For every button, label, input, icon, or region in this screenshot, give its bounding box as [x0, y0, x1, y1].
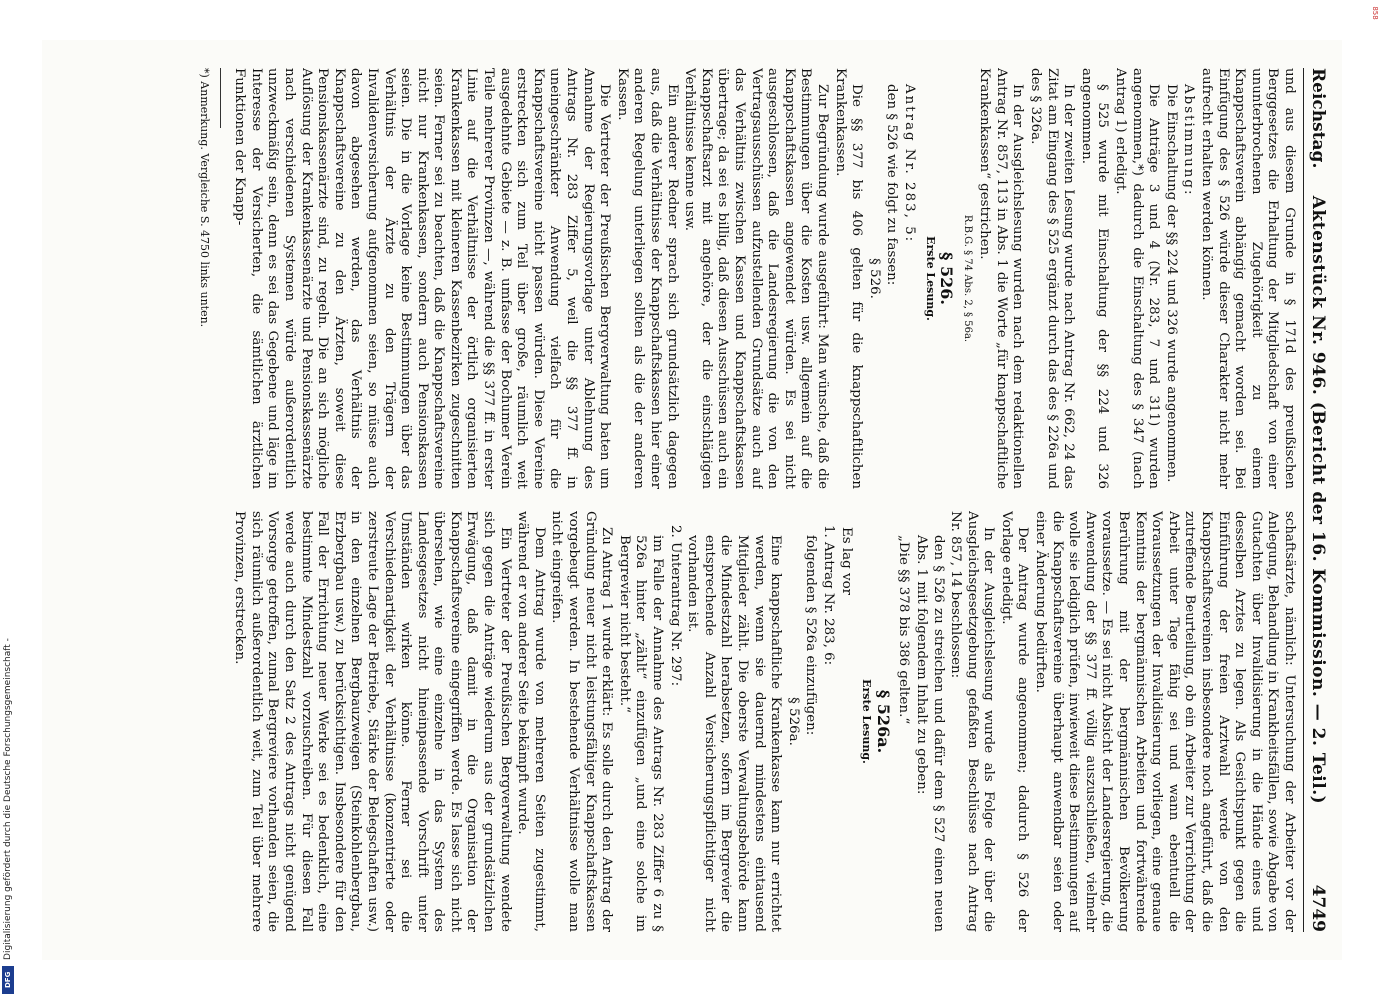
list-item: 2. Unterantrag Nr. 297: [667, 525, 683, 687]
rotated-document-page [42, 40, 1342, 960]
paragraph: § 525 wurde mit Einschaltung der §§ 224 und 326 angenommen. [1078, 68, 1111, 489]
paragraph: § 526a. [785, 697, 801, 746]
paragraph: Eine knappschaftliche Krankenkasse kann nur errichtet werden, wenn sie dauernd mindestens eintausend Mitglieder zählt. Die oberste Verwaltungsbehörde kann die Mindestzahl herabsetzen, sofern im Bergrevier die entsprechende Anzahl Versicherungspflichtiger nicht vorhanden ist. [685, 535, 784, 932]
paragraph: im Falle der Annahme des Antrags Nr. 283 Ziffer 6 zu § 526a hinter „zählt“ einzufügen „und eine solche im Bergrevier nicht besteht.“ [616, 535, 666, 932]
header-left: Reichstag. [1308, 68, 1328, 169]
paragraph: Die Einschaltung der §§ 224 und 326 wurde angenommen. [1163, 84, 1179, 483]
paragraph: Zu Antrag 1 wurde erklärt: Es solle durch den Antrag der Gründung neuer nicht leistungsfähiger Knappschaftskassen vorgebeugt werden. In bestehende Verhältnisse wolle man nicht eingreifen. [549, 511, 615, 932]
paragraph: Zur Begründung wurde ausgeführt: Man wünsche, daß die Bestimmungen über die Kosten usw. allgemein auf die Knappschaftskassen angewendet würden. Es sei nicht ausgeschlossen, daß die Landesregierung die von den Vertragsausschüssen aufzustellenden Grundsätze auch auf das Verhältnis zwischen Kassen und Knappschaftskassen übertrage; da sei es billig, daß diesen Ausschüssen auch ein Knappschaftsarzt mit angehöre, der die einschlägigen Verhältnisse kenne usw. [682, 68, 830, 489]
digitization-note [3, 604, 13, 994]
paragraph: Der Antrag wurde angenommen; dadurch § 526 der Vorlage erledigt. [998, 511, 1031, 932]
paragraph: Ein anderer Redner sprach sich grundsätzlich dagegen aus, daß die Verhältnisse der Knappschaftskassen hier einer anderen Regelung unterliegen sollten als die der anderen Kassen. [614, 68, 680, 489]
corner-stamp [1370, 2, 1380, 24]
paragraph: Ein Vertreter der Preußischen Bergverwaltung wendete sich gegen die Anträge wiederum aus der grundsätzlichen Erwägung, daß damit in die Organisation der Knappschaftsvereine eingegriffen werde. Es lasse sich nicht übersehen, wie eine einzelne in das System des Landesgesetzes nicht hineinpassende Vorschrift unter Umständen wirken könne. Ferner sei die Verschiedenartigkeit der Verhältnisse (konzentrierte oder zerstreute Lage der Betriebe, Stärke der Belegschaften usw.) in den einzelnen Bergbauzweigen (Steinkohlenbergbau, Erzbergbau usw.) zu berücksichtigen. Insbesondere für den Fall der Errichtung neuer Werke sei es bedenklich, eine bestimmte Mindestzahl vorzuschreiben. Für diesen Fall werde auch durch den Satz 2 des Antrags nicht genügend Vorsorge getroffen, zumal Bergreviere vorhanden seien, die sich räumlich außerordentlich weit, zum Teil über mehrere Provinzen, erstrecken. [232, 511, 513, 932]
header-title: Aktenstück Nr. 946. (Bericht der 16. Kommission. — 2. Teil.) [1308, 195, 1328, 805]
digitization-note-text: Digitalisierung gefördert durch die Deutsche Forschungsgemeinschaft - [3, 638, 13, 960]
reading-label: Erste Lesung. [923, 236, 937, 321]
paragraph: den § 526 zu streichen und dafür dem § 527 einen neuen Abs. 1 mit folgendem Inhalt zu geben: [913, 535, 946, 932]
paragraph: Dem Antrag wurde von mehreren Seiten zugestimmt, während er von anderer Seite bekämpft wurde. [515, 511, 547, 932]
paragraph: In der zweiten Lesung wurde nach Antrag Nr. 662, 24 das Zitat am Eingang des § 525 ergänzt durch das des § 226a und des § 326a. [1028, 68, 1077, 489]
paragraph: und aus diesem Grunde in § 171d des preußischen Berggesetzes die Erhaltung der Mitgliedschaft von einer ununterbrochenen Zugehörigkeit zu einem Knappschaftsverein abhängig gemacht worden sei. Bei Einfügung des § 526 würde dieser Charakter nicht mehr aufrecht erhalten werden können. [1199, 68, 1297, 489]
paragraph: § 526. [866, 258, 882, 299]
paragraph: Die Vertreter der Preußischen Bergverwaltung baten um Annahme der Regierungsvorlage unter Ablehnung des Antrags Nr. 283 Ziffer 5, weil die §§ 377 ff. in uneingeschränkter Anwendung vielfach für die Knappschaftsvereine nicht passen würden. Diese Vereine erstreckten sich zum Teil über große, räumlich weit ausgedehnte Gebiete — z. B. umfasse der Bochumer Verein Teile mehrerer Provinzen —, während die §§ 377 ff. in erster Linie auf die Verhältnisse der örtlich organisierten Krankenkassen mit kleineren Kassenbezirken zugeschnitten seien. Ferner sei zu beachten, daß die Knappschaftsvereine nicht nur Krankenkassen, sondern auch Pensionskassen seien. Die in die Vorlage keine Bestimmungen über das Verhältnis der Ärzte zu den Trägern der Invalidenversicherung aufgenommen seien, so müsse auch davon abgesehen werden, das Verhältnis der Knappschaftsvereine zu den Ärzten, soweit diese Pensionskassenärzte sind, zu regeln. Die an sich mögliche Auflösung der Krankenkassenärzte und Pensionskassenärzte nach verschiedenen Systemen würde außerordentlich unzweckmäßig sein, denn es sei das Gegebene und läge im Interesse der Versicherten, die sämtlichen ärztlichen Funktionen der Knapp- [232, 68, 613, 489]
text-columns [87, 68, 1297, 932]
section-heading: § 526. [937, 252, 957, 305]
paragraph: den § 526 wie folgt zu fassen: [884, 84, 900, 286]
footnote-rule [220, 68, 221, 128]
reading-label: Erste Lesung. [860, 679, 874, 764]
footnote: *) Anmerkung. Vergleiche S. 4750 links unten. [197, 68, 211, 328]
paragraph: folgenden § 526a einzufügen: [803, 535, 819, 736]
paragraph: Die Anträge 3 und 4 (Nr. 283, 7 und 311) wurden angenommen,*) dadurch die Einschaltung des § 347 (nach Antrag 1) erledigt. [1113, 68, 1162, 489]
list-item: 1. Antrag Nr. 283, 6: [820, 525, 836, 666]
paragraph: „Die §§ 378 bis 386 gelten.“ [896, 535, 912, 725]
paragraph: In der Ausgleichslesung wurden nach dem redaktionellen Antrag Nr. 857, 113 in Abs. 1 die Worte „für knappschaftliche Krankenkassen“ gestrichen. [977, 68, 1026, 489]
page-header [1303, 68, 1328, 932]
paragraph: schaftsärzte, nämlich: Untersuchung der Arbeiter vor der Anlegung, Behandlung in Krankheitsfällen, sowie Abgabe von Gutachten über Invalidisierung in die Hände eines und desselben Arztes zu legen. Als Gesichtspunkt gegen die Einführung der freien Arztwahl werde von den Knappschaftsvereinen insbesondere noch angeführt, daß die zutreffende Beurteilung, ob ein Arbeiter zur Verrichtung der Arbeit unter Tage fähig sei und wann ebentuell die Voraussetzungen der Invalidisierung vorliegen, eine genaue Kenntnis der bergmännischen Arbeiten und fortwährende Berührung mit der bergmännischen Bevölkerung voraussetze. — Es sei nicht Absicht der Landesregierung, die Anwendung der §§ 377 ff. völlig auszuschließen, vielmehr wolle sie lediglich prüfen, inwieweit diese Bestimmungen auf die Knappschaftsvereine überhaupt anwendbar seien oder einer Änderung bedürften. [1033, 511, 1297, 932]
page-number: 4749 [1308, 884, 1328, 932]
paragraph: Abstimmung: [1181, 84, 1197, 197]
paragraph: Die §§ 377 bis 406 gelten für die knappschaftlichen Krankenkassen. [832, 68, 865, 489]
corner-stamp-text: 858 [1371, 6, 1379, 20]
left-column [87, 68, 1297, 489]
paragraph: Es lag vor [838, 527, 854, 596]
reference-line: R.B.G. § 74 Abs. 2, § 56a. [961, 214, 973, 343]
dfg-logo: DFG [2, 966, 14, 994]
section-heading: § 526a. [873, 689, 893, 754]
paragraph: In der Ausgleichslesung wurde als Folge der über die Ausgleichsgesetzgebung gefaßten Beschlüsse nach Antrag Nr. 857, 14 beschlossen: [948, 511, 997, 932]
paragraph: Antrag Nr. 283, 5: [901, 84, 917, 244]
right-column [87, 511, 1297, 932]
